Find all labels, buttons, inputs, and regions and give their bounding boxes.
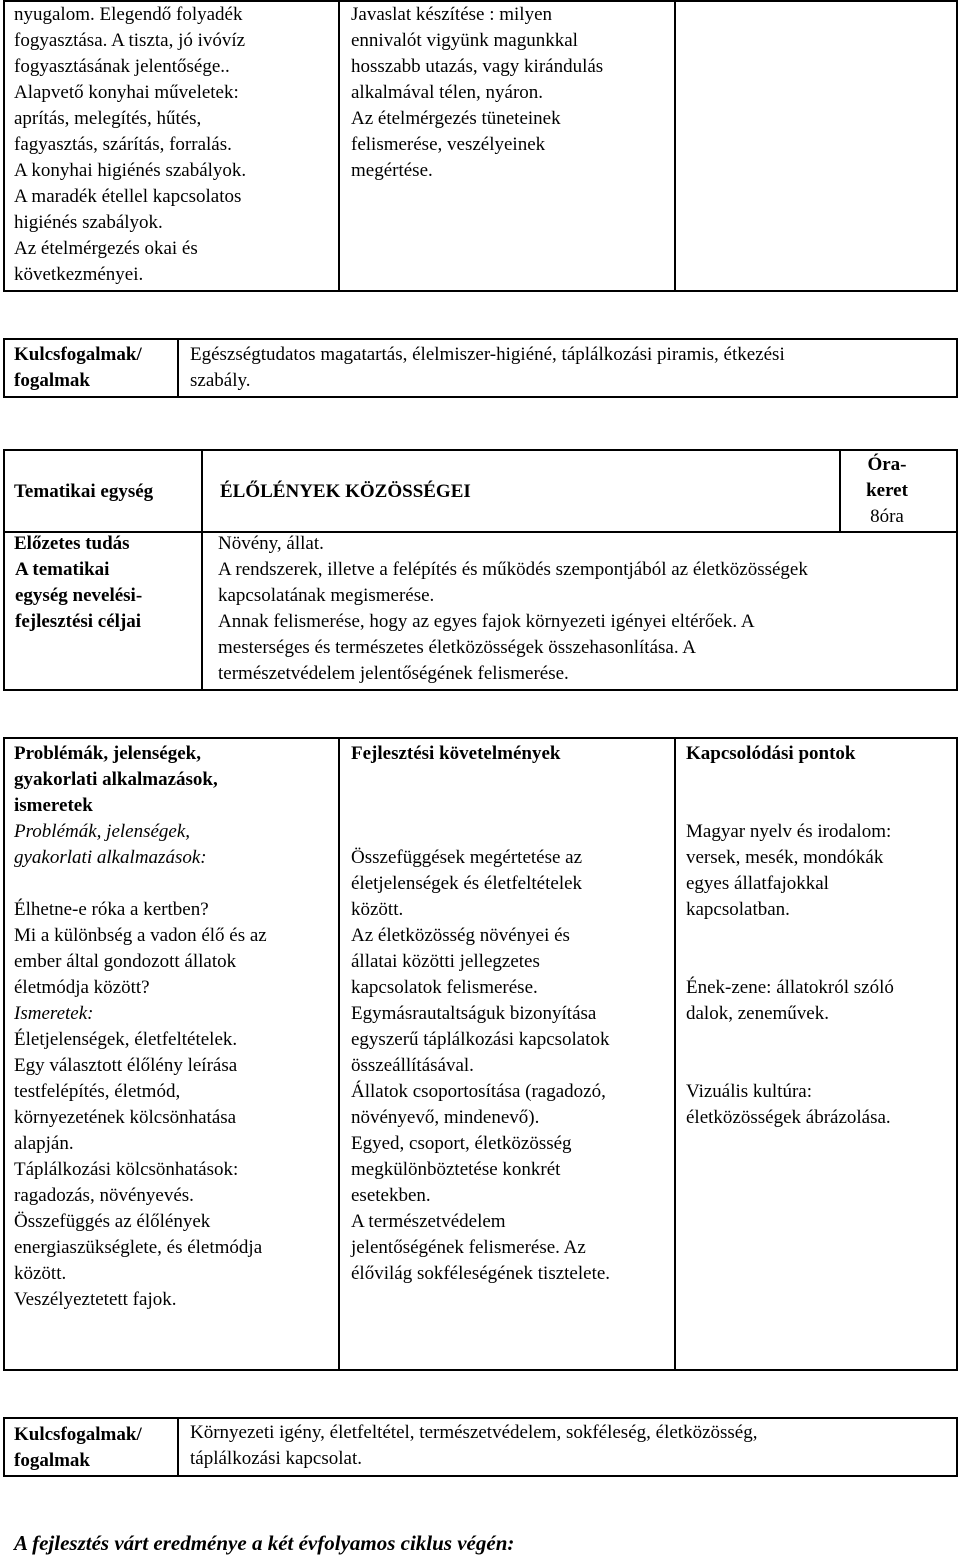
ismeretek-line: energiaszükséglete, és életmódja xyxy=(14,1237,263,1258)
tematikai-label: Tematikai egység xyxy=(14,481,154,502)
orakeret-line: Óra- xyxy=(867,454,907,475)
ismeretek-line: között. xyxy=(14,1263,67,1284)
orakeret-line: keret xyxy=(866,480,908,501)
top-middle-cell xyxy=(351,2,603,184)
top-table-divider-1 xyxy=(338,0,340,292)
requirement-line: Összefüggések megértetése az xyxy=(351,847,583,868)
text-line: kapcsolatának megismerése. xyxy=(218,585,435,606)
requirement-line: egyszerű táplálkozási kapcsolatok xyxy=(351,1029,610,1050)
question-line: Mi a különbség a vadon élő és az xyxy=(14,925,267,946)
elozetes-label: Előzetes tudás xyxy=(14,533,130,554)
text-line: alkalmával télen, nyáron. xyxy=(351,82,544,103)
requirement-line: megkülönböztetése konkrét xyxy=(351,1159,561,1180)
label-line: Kulcsfogalmak/ xyxy=(14,344,142,365)
ismeretek-line: ragadozás, növényevés. xyxy=(14,1185,194,1206)
elozetes-value: Növény, állat. xyxy=(218,533,324,554)
text-line: Az ételmérgezés tüneteinek xyxy=(351,108,561,129)
text-line: felismerése, veszélyeinek xyxy=(351,134,546,155)
kulcsfogalmak-text xyxy=(190,342,785,394)
text-line: Az ételmérgezés okai és xyxy=(14,238,198,259)
requirement-line: állatai közötti jellegzetes xyxy=(351,951,540,972)
ismeretek-line: Összefüggés az élőlények xyxy=(14,1211,211,1232)
subheading-line: Problémák, jelenségek, xyxy=(14,821,191,842)
text-line: fogyasztásának jelentősége.. xyxy=(14,56,230,77)
connection-line: egyes állatfajokkal xyxy=(686,873,829,894)
text-line: hosszabb utazás, vagy kirándulás xyxy=(351,56,604,77)
requirement-line: kapcsolatok felismerése. xyxy=(351,977,538,998)
subheading-line: gyakorlati alkalmazások: xyxy=(14,847,207,868)
requirement-line: között. xyxy=(351,899,404,920)
label-line: Kulcsfogalmak/ xyxy=(14,1424,142,1445)
text-line: Javaslat készítése : milyen xyxy=(351,4,553,25)
column-header-line: Problémák, jelenségek, xyxy=(14,743,201,764)
text-line: fogyasztása. A tiszta, jó ivóvíz xyxy=(14,30,246,51)
text-line: Környezeti igény, életfeltétel, természetvédelem, sokféleség, életközösség, xyxy=(190,1422,758,1443)
ismeretek-line: Táplálkozási kölcsönhatások: xyxy=(14,1159,239,1180)
column-header-line: gyakorlati alkalmazások, xyxy=(14,769,218,790)
celok-label xyxy=(5,557,201,635)
requirement-line: esetekben. xyxy=(351,1185,431,1206)
question-line: ember által gondozott állatok xyxy=(14,951,237,972)
label-line: fogalmak xyxy=(14,1450,90,1471)
text-line: szabály. xyxy=(190,370,251,391)
connection-line: Magyar nyelv és irodalom: xyxy=(686,821,892,842)
requirement-line: jelentőségének felismerése. Az xyxy=(351,1237,586,1258)
text-line: A rendszerek, illetve a felépítés és működés szempontjából az életközösségek xyxy=(218,559,808,580)
question-line: Élhetne-e róka a kertben? xyxy=(14,899,209,920)
kulcsfogalmak-divider xyxy=(177,338,179,398)
problemak-column xyxy=(14,741,267,1313)
text-line: higiénés szabályok. xyxy=(14,212,163,233)
label-line: A tematikai xyxy=(15,559,110,580)
ismeretek-line: Életjelenségek, életfeltételek. xyxy=(14,1029,238,1050)
orakeret-hours: 8óra xyxy=(870,506,904,527)
column-header: Fejlesztési követelmények xyxy=(351,743,561,764)
ismeretek-line: Veszélyeztetett fajok. xyxy=(14,1289,177,1310)
ismeretek-line: testfelépítés, életmód, xyxy=(14,1081,181,1102)
text-line: Egészségtudatos magatartás, élelmiszer-higiéné, táplálkozási piramis, étkezési xyxy=(190,344,785,365)
requirement-line: A természetvédelem xyxy=(351,1211,506,1232)
text-line: A konyhai higiénés szabályok. xyxy=(14,160,247,181)
kulcsfogalmak-divider xyxy=(177,1417,179,1477)
text-line: ennivalót vigyünk magunkkal xyxy=(351,30,578,51)
problemak-divider-1 xyxy=(338,737,340,1371)
ismeretek-label: Ismeretek: xyxy=(14,1003,94,1024)
question-line: életmódja között? xyxy=(14,977,150,998)
tematikai-divider-1 xyxy=(201,449,203,691)
celok-text xyxy=(218,557,808,687)
connection-line: életközösségek ábrázolása. xyxy=(686,1107,891,1128)
label-line: fogalmak xyxy=(14,370,90,391)
fejlesztesi-column xyxy=(351,741,610,1287)
text-line: táplálkozási kapcsolat. xyxy=(190,1448,362,1469)
connection-line: dalok, zeneművek. xyxy=(686,1003,829,1024)
tematikai-row-divider xyxy=(3,531,958,533)
text-line: fagyasztás, szárítás, forralás. xyxy=(14,134,232,155)
requirement-line: Egyed, csoport, életközösség xyxy=(351,1133,572,1154)
top-left-cell xyxy=(14,2,246,288)
column-header-line: ismeretek xyxy=(14,795,93,816)
requirement-line: Egymásrautaltságuk bizonyítása xyxy=(351,1003,597,1024)
text-line: aprítás, melegítés, hűtés, xyxy=(14,108,202,129)
kulcsfogalmak-text xyxy=(190,1420,757,1472)
text-line: nyugalom. Elegendő folyadék xyxy=(14,4,243,25)
connection-line: kapcsolatban. xyxy=(686,899,790,920)
text-line: természetvédelem jelentőségének felismerése. xyxy=(218,663,569,684)
text-line: Alapvető konyhai műveletek: xyxy=(14,82,239,103)
problemak-divider-2 xyxy=(674,737,676,1371)
requirement-line: Állatok csoportosítása (ragadozó, xyxy=(351,1081,606,1102)
text-line: mesterséges és természetes életközösségek összehasonlítása. A xyxy=(218,637,697,658)
label-line: egység nevelési- xyxy=(15,585,143,606)
requirement-line: életjelenségek és életfeltételek xyxy=(351,873,583,894)
ismeretek-line: Egy választott élőlény leírása xyxy=(14,1055,238,1076)
connection-line: Ének-zene: állatokról szóló xyxy=(686,977,894,998)
kulcsfogalmak-label xyxy=(14,1422,142,1474)
connection-line: Vizuális kultúra: xyxy=(686,1081,813,1102)
kulcsfogalmak-label xyxy=(14,342,142,394)
text-line: A maradék étellel kapcsolatos xyxy=(14,186,242,207)
kapcsolodasi-column xyxy=(686,741,894,1131)
requirement-line: növényevő, mindenevő). xyxy=(351,1107,540,1128)
text-line: Annak felismerése, hogy az egyes fajok környezeti igényei eltérőek. A xyxy=(218,611,755,632)
ismeretek-line: környezetének kölcsönhatása xyxy=(14,1107,237,1128)
label-line: fejlesztési céljai xyxy=(15,611,142,632)
requirement-line: élővilág sokféleségének tisztelete. xyxy=(351,1263,611,1284)
ismeretek-line: alapján. xyxy=(14,1133,74,1154)
text-line: következményei. xyxy=(14,264,144,285)
connection-line: versek, mesék, mondókák xyxy=(686,847,884,868)
column-header: Kapcsolódási pontok xyxy=(686,743,856,764)
section-heading-cutoff: A fejlesztés várt eredménye a két évfolyamos ciklus végén: xyxy=(14,1531,515,1555)
requirement-line: összeállításával. xyxy=(351,1055,474,1076)
requirement-line: Az életközösség növényei és xyxy=(351,925,570,946)
text-line: megértése. xyxy=(351,160,433,181)
orakeret xyxy=(841,452,933,530)
top-table-divider-2 xyxy=(674,0,676,292)
tematikai-title: ÉLŐLÉNYEK KÖZÖSSÉGEI xyxy=(220,481,471,502)
